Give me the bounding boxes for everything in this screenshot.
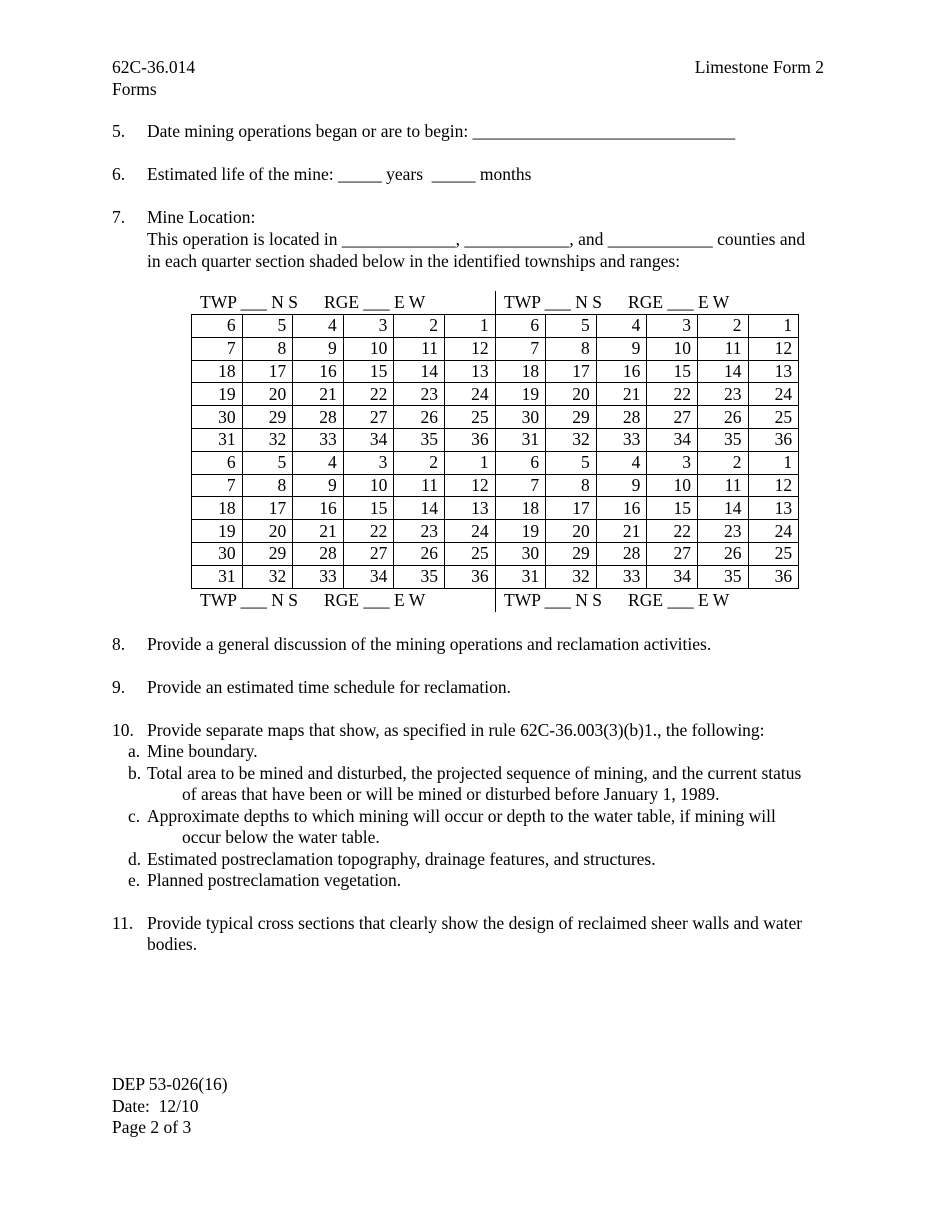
section-cell: 18 bbox=[192, 497, 243, 520]
section-cell: 10 bbox=[647, 337, 698, 360]
section-cell: 13 bbox=[748, 497, 799, 520]
section-cell: 18 bbox=[192, 360, 243, 383]
item-6-number: 6. bbox=[112, 164, 126, 184]
section-cell: 19 bbox=[495, 383, 546, 406]
grid-row bbox=[192, 315, 799, 338]
section-cell: 14 bbox=[697, 497, 748, 520]
section-cell: 12 bbox=[444, 337, 495, 360]
section-cell: 30 bbox=[192, 542, 243, 565]
section-cell: 1 bbox=[748, 315, 799, 338]
section-cell: 8 bbox=[546, 474, 597, 497]
item-9-number: 9. bbox=[112, 677, 126, 697]
section-cell: 14 bbox=[394, 360, 445, 383]
grid-row bbox=[192, 360, 799, 383]
section-cell: 18 bbox=[495, 360, 546, 383]
item-10-text: Provide separate maps that show, as specified in rule 62C-36.003(3)(b)1., the following: bbox=[147, 720, 765, 740]
section-cell: 12 bbox=[748, 337, 799, 360]
grid-bottom-divider bbox=[495, 588, 496, 612]
section-cell: 5 bbox=[546, 315, 597, 338]
section-cell: 30 bbox=[495, 406, 546, 429]
section-cell: 1 bbox=[444, 315, 495, 338]
section-cell: 22 bbox=[647, 383, 698, 406]
section-cell: 29 bbox=[546, 406, 597, 429]
grid-row bbox=[192, 474, 799, 497]
section-cell: 28 bbox=[293, 542, 344, 565]
section-cell: 7 bbox=[495, 337, 546, 360]
section-cell: 12 bbox=[444, 474, 495, 497]
section-cell: 17 bbox=[546, 497, 597, 520]
section-cell: 36 bbox=[748, 565, 799, 588]
section-cell: 9 bbox=[293, 337, 344, 360]
item-8-number: 8. bbox=[112, 634, 126, 654]
section-cell: 8 bbox=[242, 474, 293, 497]
section-cell: 17 bbox=[242, 360, 293, 383]
section-cell: 13 bbox=[444, 360, 495, 383]
item-7-line1: This operation is located in _____________, ____________, and ____________ counties and bbox=[147, 229, 806, 249]
section-cell: 14 bbox=[394, 497, 445, 520]
item-11-line1: Provide typical cross sections that clearly show the design of reclaimed sheer walls and water bbox=[147, 913, 803, 933]
item-8-text: Provide a general discussion of the mining operations and reclamation activities. bbox=[147, 634, 712, 654]
section-grid bbox=[191, 314, 799, 589]
grid-row bbox=[192, 383, 799, 406]
section-cell: 35 bbox=[394, 565, 445, 588]
section-cell: 27 bbox=[647, 406, 698, 429]
section-cell: 34 bbox=[647, 428, 698, 451]
section-cell: 28 bbox=[596, 542, 647, 565]
footer-page: Page 2 of 3 bbox=[112, 1117, 192, 1137]
section-cell: 21 bbox=[596, 520, 647, 543]
section-cell: 24 bbox=[748, 383, 799, 406]
rge-label: RGE ___ E W bbox=[628, 292, 730, 312]
section-cell: 6 bbox=[192, 315, 243, 338]
section-cell: 3 bbox=[343, 451, 394, 474]
section-cell: 4 bbox=[596, 315, 647, 338]
grid-row bbox=[192, 428, 799, 451]
grid-bottom-left-label bbox=[200, 590, 425, 612]
item-11-number: 11. bbox=[112, 913, 134, 933]
section-cell: 4 bbox=[596, 451, 647, 474]
section-cell: 32 bbox=[546, 565, 597, 588]
section-cell: 15 bbox=[343, 360, 394, 383]
section-cell: 3 bbox=[343, 315, 394, 338]
item-9-text: Provide an estimated time schedule for reclamation. bbox=[147, 677, 511, 697]
section-cell: 18 bbox=[495, 497, 546, 520]
section-cell: 10 bbox=[647, 474, 698, 497]
section-cell: 26 bbox=[697, 406, 748, 429]
grid-row bbox=[192, 542, 799, 565]
section-cell: 2 bbox=[394, 451, 445, 474]
rge-label: RGE ___ E W bbox=[324, 292, 426, 312]
section-cell: 36 bbox=[444, 565, 495, 588]
section-cell: 4 bbox=[293, 315, 344, 338]
item-7-line2: in each quarter section shaded below in the identified townships and ranges: bbox=[147, 251, 681, 271]
item-7-title: Mine Location: bbox=[147, 207, 256, 227]
section-cell: 15 bbox=[647, 497, 698, 520]
section-cell: 20 bbox=[242, 520, 293, 543]
section-cell: 20 bbox=[546, 383, 597, 406]
item-10a-label: a. bbox=[128, 741, 141, 761]
section-cell: 19 bbox=[192, 383, 243, 406]
footer-date: Date: 12/10 bbox=[112, 1096, 199, 1116]
section-cell: 26 bbox=[394, 542, 445, 565]
section-cell: 36 bbox=[444, 428, 495, 451]
grid-top-divider bbox=[495, 291, 496, 314]
section-cell: 23 bbox=[394, 383, 445, 406]
twp-label: TWP ___ N S bbox=[504, 292, 603, 312]
section-cell: 11 bbox=[394, 474, 445, 497]
rge-label: RGE ___ E W bbox=[324, 590, 426, 610]
section-cell: 25 bbox=[444, 542, 495, 565]
grid-row bbox=[192, 520, 799, 543]
item-10-number: 10. bbox=[112, 720, 134, 740]
section-cell: 35 bbox=[697, 565, 748, 588]
section-cell: 7 bbox=[495, 474, 546, 497]
grid-row bbox=[192, 565, 799, 588]
twp-label: TWP ___ N S bbox=[200, 292, 299, 312]
section-cell: 4 bbox=[293, 451, 344, 474]
section-cell: 21 bbox=[293, 520, 344, 543]
section-cell: 29 bbox=[546, 542, 597, 565]
twp-label: TWP ___ N S bbox=[504, 590, 603, 610]
section-cell: 7 bbox=[192, 474, 243, 497]
section-cell: 35 bbox=[394, 428, 445, 451]
item-10b-line2: of areas that have been or will be mined or disturbed before January 1, 1989. bbox=[182, 784, 720, 804]
section-cell: 19 bbox=[192, 520, 243, 543]
section-cell: 32 bbox=[242, 428, 293, 451]
section-cell: 6 bbox=[495, 315, 546, 338]
item-5-number: 5. bbox=[112, 121, 126, 141]
section-cell: 2 bbox=[394, 315, 445, 338]
grid-row bbox=[192, 406, 799, 429]
section-cell: 22 bbox=[647, 520, 698, 543]
item-10b-label: b. bbox=[128, 763, 142, 783]
section-cell: 6 bbox=[495, 451, 546, 474]
section-cell: 11 bbox=[697, 474, 748, 497]
section-cell: 34 bbox=[647, 565, 698, 588]
section-cell: 36 bbox=[748, 428, 799, 451]
section-cell: 33 bbox=[596, 428, 647, 451]
item-10c-label: c. bbox=[128, 806, 141, 826]
section-cell: 23 bbox=[697, 520, 748, 543]
section-cell: 11 bbox=[697, 337, 748, 360]
section-cell: 31 bbox=[192, 565, 243, 588]
section-cell: 5 bbox=[242, 451, 293, 474]
section-cell: 25 bbox=[748, 542, 799, 565]
section-cell: 12 bbox=[748, 474, 799, 497]
section-cell: 3 bbox=[647, 451, 698, 474]
item-10e-label: e. bbox=[128, 870, 141, 890]
item-10c-line2: occur below the water table. bbox=[182, 827, 380, 847]
rule-number: 62C-36.014 bbox=[112, 57, 196, 77]
section-cell: 21 bbox=[293, 383, 344, 406]
grid-top-right-label bbox=[504, 292, 729, 314]
section-cell: 9 bbox=[596, 337, 647, 360]
section-cell: 15 bbox=[647, 360, 698, 383]
section-cell: 31 bbox=[192, 428, 243, 451]
section-cell: 33 bbox=[293, 565, 344, 588]
grid-top-left-label bbox=[200, 292, 425, 314]
section-cell: 27 bbox=[343, 406, 394, 429]
section-cell: 33 bbox=[596, 565, 647, 588]
section-cell: 1 bbox=[748, 451, 799, 474]
section-cell: 33 bbox=[293, 428, 344, 451]
section-cell: 31 bbox=[495, 565, 546, 588]
twp-label: TWP ___ N S bbox=[200, 590, 299, 610]
grid-row bbox=[192, 497, 799, 520]
section-cell: 2 bbox=[697, 451, 748, 474]
section-cell: 32 bbox=[242, 565, 293, 588]
section-cell: 16 bbox=[596, 497, 647, 520]
form-title: Limestone Form 2 bbox=[694, 57, 824, 77]
section-cell: 1 bbox=[444, 451, 495, 474]
section-cell: 16 bbox=[596, 360, 647, 383]
section-cell: 7 bbox=[192, 337, 243, 360]
section-cell: 3 bbox=[647, 315, 698, 338]
section-cell: 16 bbox=[293, 497, 344, 520]
item-5-text: Date mining operations began or are to begin: ______________________________ bbox=[147, 121, 736, 141]
section-cell: 34 bbox=[343, 428, 394, 451]
section-cell: 15 bbox=[343, 497, 394, 520]
footer-form-number: DEP 53-026(16) bbox=[112, 1074, 228, 1094]
section-cell: 31 bbox=[495, 428, 546, 451]
section-cell: 24 bbox=[748, 520, 799, 543]
item-10a-text: Mine boundary. bbox=[147, 741, 258, 761]
section-cell: 21 bbox=[596, 383, 647, 406]
section-cell: 32 bbox=[546, 428, 597, 451]
section-cell: 9 bbox=[596, 474, 647, 497]
grid-bottom-right-label bbox=[504, 590, 729, 612]
section-cell: 27 bbox=[647, 542, 698, 565]
section-cell: 22 bbox=[343, 383, 394, 406]
section-cell: 8 bbox=[242, 337, 293, 360]
section-cell: 28 bbox=[293, 406, 344, 429]
section-cell: 35 bbox=[697, 428, 748, 451]
item-6-text: Estimated life of the mine: _____ years _____ months bbox=[147, 164, 532, 184]
grid-row bbox=[192, 451, 799, 474]
section-cell: 20 bbox=[546, 520, 597, 543]
section-cell: 29 bbox=[242, 542, 293, 565]
section-cell: 30 bbox=[192, 406, 243, 429]
section-cell: 20 bbox=[242, 383, 293, 406]
section-cell: 34 bbox=[343, 565, 394, 588]
grid-row bbox=[192, 337, 799, 360]
section-cell: 13 bbox=[748, 360, 799, 383]
section-cell: 26 bbox=[394, 406, 445, 429]
section-cell: 23 bbox=[697, 383, 748, 406]
item-10d-label: d. bbox=[128, 849, 142, 869]
section-cell: 14 bbox=[697, 360, 748, 383]
item-11-line2: bodies. bbox=[147, 934, 198, 954]
section-cell: 17 bbox=[242, 497, 293, 520]
rge-label: RGE ___ E W bbox=[628, 590, 730, 610]
section-cell: 16 bbox=[293, 360, 344, 383]
section-cell: 30 bbox=[495, 542, 546, 565]
section-cell: 23 bbox=[394, 520, 445, 543]
section-cell: 24 bbox=[444, 383, 495, 406]
section-cell: 10 bbox=[343, 337, 394, 360]
section-cell: 25 bbox=[444, 406, 495, 429]
section-cell: 5 bbox=[242, 315, 293, 338]
section-cell: 9 bbox=[293, 474, 344, 497]
section-cell: 29 bbox=[242, 406, 293, 429]
item-7-number: 7. bbox=[112, 207, 126, 227]
section-cell: 8 bbox=[546, 337, 597, 360]
section-cell: 25 bbox=[748, 406, 799, 429]
section-cell: 19 bbox=[495, 520, 546, 543]
section-cell: 11 bbox=[394, 337, 445, 360]
section-cell: 28 bbox=[596, 406, 647, 429]
section-cell: 26 bbox=[697, 542, 748, 565]
item-10e-text: Planned postreclamation vegetation. bbox=[147, 870, 402, 890]
item-10d-text: Estimated postreclamation topography, drainage features, and structures. bbox=[147, 849, 656, 869]
section-cell: 17 bbox=[546, 360, 597, 383]
section-cell: 27 bbox=[343, 542, 394, 565]
section-cell: 10 bbox=[343, 474, 394, 497]
item-10b-line1: Total area to be mined and disturbed, the projected sequence of mining, and the current status bbox=[147, 763, 802, 783]
section-cell: 13 bbox=[444, 497, 495, 520]
section-cell: 5 bbox=[546, 451, 597, 474]
section-cell: 24 bbox=[444, 520, 495, 543]
item-10c-line1: Approximate depths to which mining will occur or depth to the water table, if mining will bbox=[147, 806, 776, 826]
section-cell: 2 bbox=[697, 315, 748, 338]
section-cell: 22 bbox=[343, 520, 394, 543]
section-cell: 6 bbox=[192, 451, 243, 474]
forms-label: Forms bbox=[112, 79, 157, 99]
